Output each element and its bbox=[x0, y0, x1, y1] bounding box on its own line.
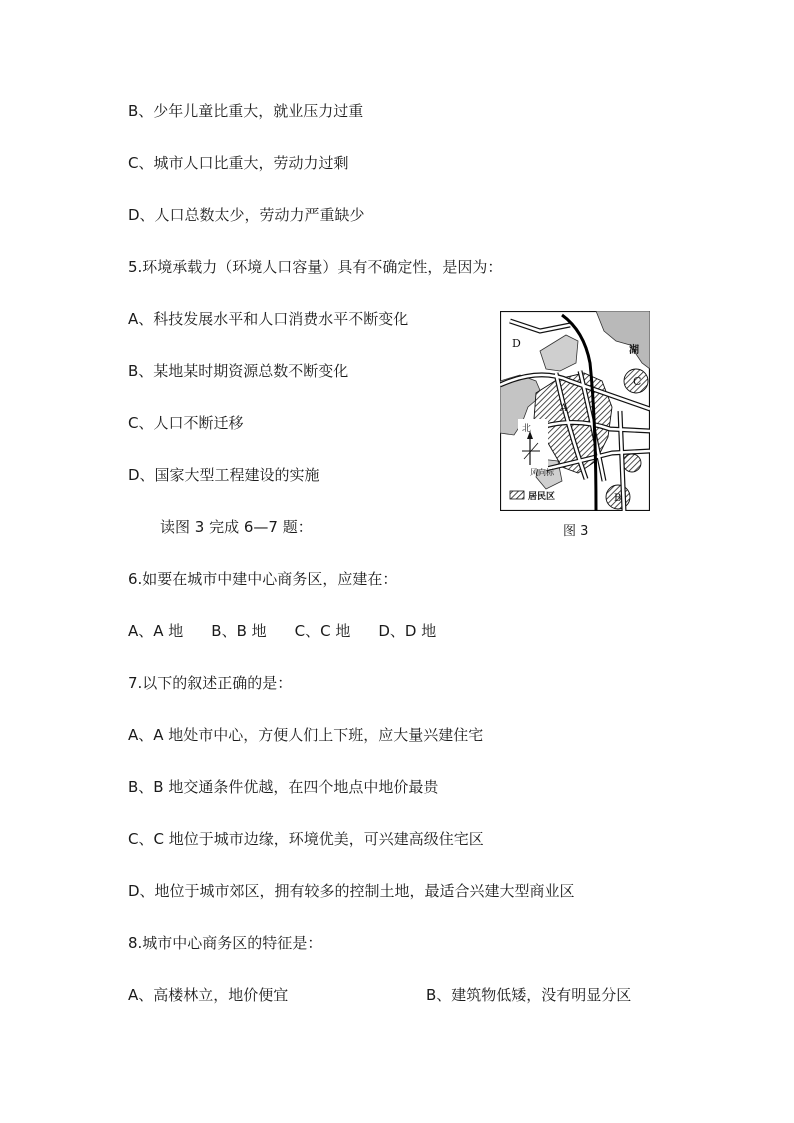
figure-caption: 图 3 bbox=[563, 524, 589, 539]
q5-option-c: C、人口不断迁移 bbox=[128, 414, 244, 432]
figure-3 bbox=[500, 311, 650, 511]
q8-option-a: A、高楼林立，地价便宜 bbox=[128, 986, 289, 1004]
q8-option-b: B、建筑物低矮，没有明显分区 bbox=[426, 986, 632, 1004]
q5-option-d: D、国家大型工程建设的实施 bbox=[128, 466, 320, 484]
q6-option-b: B、B 地 bbox=[211, 622, 267, 640]
q7-option-b: B、B 地交通条件优越，在四个地点中地价最贵 bbox=[128, 778, 439, 796]
label-north: 北 bbox=[522, 424, 532, 434]
q7-option-c: C、C 地位于城市边缘，环境优美，可兴建高级住宅区 bbox=[128, 830, 484, 848]
q8-stem: 8.城市中心商务区的特征是： bbox=[128, 934, 323, 952]
q6-option-d: D、D 地 bbox=[378, 622, 437, 640]
q6-options bbox=[128, 621, 464, 641]
q6-option-a: A、A 地 bbox=[128, 622, 184, 640]
residential-east bbox=[623, 454, 641, 472]
instruction: 读图 3 完成 6—7 题： bbox=[160, 518, 313, 536]
city-map bbox=[500, 311, 650, 511]
label-wind-rose: 风向标 bbox=[530, 468, 554, 477]
q6-stem: 6.如要在城市中建中心商务区，应建在： bbox=[128, 570, 398, 588]
label-lake: 湖 bbox=[629, 345, 639, 356]
q4-option-d: D、人口总数太少，劳动力严重缺少 bbox=[128, 206, 365, 224]
legend-label: 居民区 bbox=[528, 492, 556, 502]
label-b: B bbox=[614, 493, 622, 504]
q7-stem: 7.以下的叙述正确的是： bbox=[128, 674, 293, 692]
q4-option-b: B、少年儿童比重大，就业压力过重 bbox=[128, 102, 364, 120]
q7-option-d: D、地位于城市郊区，拥有较多的控制土地，最适合兴建大型商业区 bbox=[128, 882, 575, 900]
q5-stem: 5.环境承载力（环境人口容量）具有不确定性，是因为： bbox=[128, 258, 503, 276]
label-c: C bbox=[633, 375, 642, 388]
label-a: A bbox=[560, 403, 568, 414]
q5-option-b: B、某地某时期资源总数不断变化 bbox=[128, 362, 349, 380]
label-d: D bbox=[512, 337, 521, 350]
q5-option-a: A、科技发展水平和人口消费水平不断变化 bbox=[128, 310, 409, 328]
q4-option-c: C、城市人口比重大，劳动力过剩 bbox=[128, 154, 349, 172]
q6-option-c: C、C 地 bbox=[294, 622, 351, 640]
q7-option-a: A、A 地处市中心，方便人们上下班，应大量兴建住宅 bbox=[128, 726, 484, 744]
legend-swatch bbox=[510, 491, 524, 499]
